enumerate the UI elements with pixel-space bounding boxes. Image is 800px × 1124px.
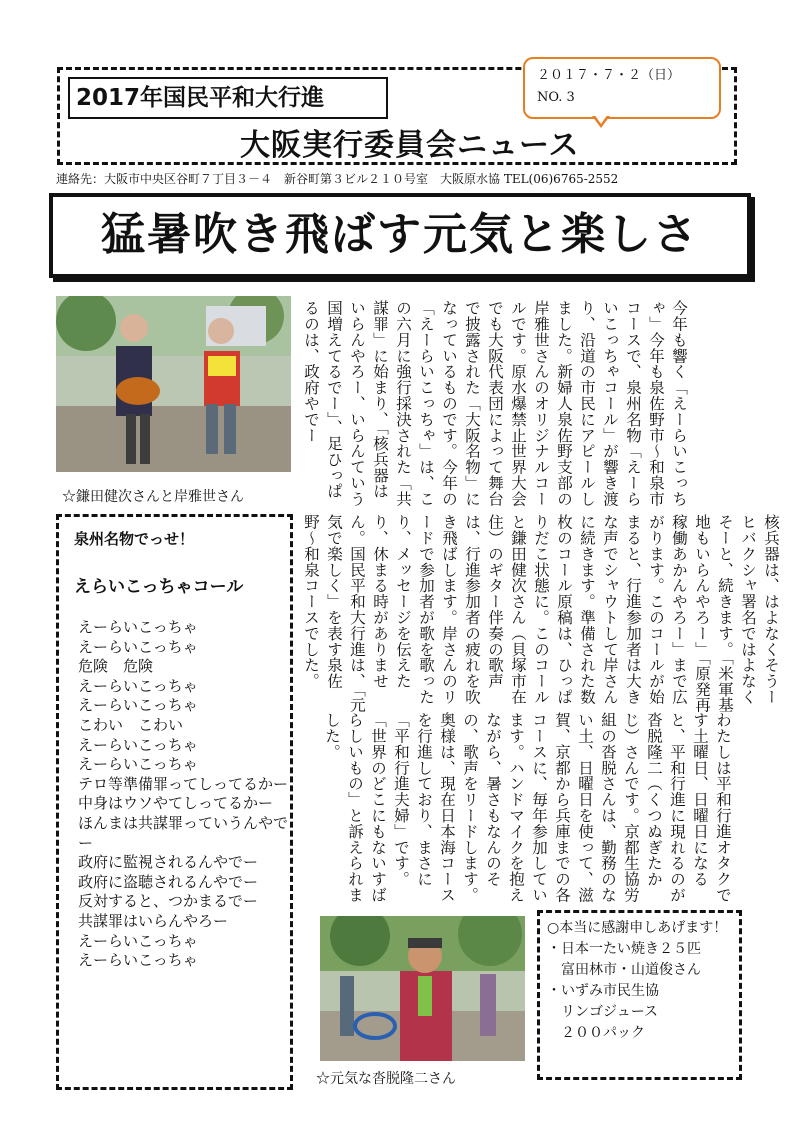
thanks-item-detail: リンゴジュース	[561, 1004, 659, 1020]
headline: 猛暑吹き飛ばす元気と楽しさ	[49, 193, 751, 278]
poem-line: ほんまは共謀罪っていうんやでー	[78, 813, 289, 852]
poem-line: 反対すると、つかまるでー	[78, 892, 258, 911]
poem-line: えーらいこっちゃ	[78, 755, 198, 774]
thanks-item: ・いずみ市民生協	[547, 983, 659, 999]
poem-line: えーらいこっちゃ	[78, 637, 198, 656]
poem-line: えーらいこっちゃ	[78, 618, 198, 636]
issue-date: ２０１７・７・２（日）	[537, 68, 681, 83]
article-column-2: 核兵器は、はよなくそうーヒバクシャ署名ではよなくそーと、続きます。「米軍基地もいらんやろー」「原発再稼働あかんやろー」まで広がります。このコールが始まると、行進参加者は大きな声でシャウトして岸さんに続きます。準備された数枚のコール原稿は、ひっぱりだこ状態に。このコールと鎌田健次さん（貝塚市在住）のギター伴奏の歌声は、行進参加者の疲れを吹き飛ばします。岸さんのリードで参加者が歌を歌ったり、メッセージを伝えたり、休まる時がありません。国民平和大行進は、「元気で楽しく」を表す泉佐野〜和泉コースでした。	[302, 514, 780, 713]
photo1-caption: ☆鎌田健次さんと岸雅世さん	[62, 489, 244, 505]
poem-line: こわい こわい	[78, 715, 184, 734]
thanks-item-detail: 富田林市・山道俊さん	[561, 962, 701, 978]
poem-line: 中身はウソやてしってるかー	[78, 794, 274, 813]
poem-line: 危険 危険	[78, 657, 154, 676]
poem-line: 政府に監視されるんやでー	[78, 853, 259, 872]
news-title: 大阪実行委員会ニュース	[240, 128, 580, 163]
thanks-heading: ○本当に感謝申しあげます！	[547, 920, 728, 936]
poem-line: 共謀罪はいらんやろー	[78, 911, 229, 930]
photo-kamata-kishi	[56, 296, 291, 472]
issue-number: NO. 3	[537, 90, 575, 105]
poem-line: えーらいこっちゃ	[78, 735, 198, 754]
poem-title: えらいこっちゃコール	[74, 577, 244, 597]
poem-line: えーらいこっちゃ	[78, 696, 198, 715]
article-column-3: わたしは平和行進オタクです土曜日、日曜日になると、平和行進に現れるのが沓脱隆二（くつぬぎたかじ）さんです。京都生協労組の沓脱さんは、勤務のない土、日曜日を使って、滋賀、京都から兵庫までの各コースに、毎年参加しています。ハンドマイクを抱えながら、暑さもなんのその、歌声をリードします。奥様は、現在日本海コースを行進しており、まさに「平和行進夫婦」です。「世界のどこにもないすばらしいもの」と訴えられました。	[323, 712, 732, 903]
thanks-item-detail: ２００パック	[561, 1025, 645, 1041]
bubble-tail-inner	[594, 114, 608, 124]
date-bubble	[523, 57, 721, 119]
poem-line: テロ等準備罪ってしってるかー	[78, 774, 289, 793]
poem-line: えーらいこっちゃ	[78, 676, 198, 695]
poem-line: 政府に盗聴されるんやでー	[78, 872, 259, 891]
event-title: 2017年国民平和大行進	[68, 77, 388, 119]
poem-lines	[78, 618, 288, 971]
poem-heading: 泉州名物でっせ！	[74, 530, 195, 548]
poem-line: えーらいこっちゃ	[78, 931, 198, 950]
photo-kutsunugi	[320, 916, 525, 1061]
poem-line: えーらいこっちゃ	[78, 951, 198, 970]
thanks-list	[547, 918, 737, 1044]
contact-line: 連絡先：大阪市中央区谷町７丁目３－４ 新谷町第３ビル２１０号室 大阪原水協 TEL(06)6765-2552	[56, 172, 619, 186]
photo2-caption: ☆元気な沓脱隆二さん	[316, 1071, 456, 1087]
article-column-1: 今年も響く「えーらいこっちゃ」今年も泉佐野市〜和泉市コースで、泉州名物「えーらいこっちゃコール」が響き渡り、沿道の市民にアピールしました。新婦人泉佐野支部の岸雅世さんのオリジナルコールです。原水爆禁止世界大会でも大阪代表団によって舞台で披露された「大阪名物」になっているものです。今年の「えーらいこっちゃ」は、この六月に強行採決された「共謀罪」に始まり、「核兵器はいらんやろー、いらんていう国増えてるでー」、足ひっぱるのは、政府やでー	[302, 300, 688, 507]
thanks-item: ・日本一たい焼き２５匹	[547, 941, 701, 957]
